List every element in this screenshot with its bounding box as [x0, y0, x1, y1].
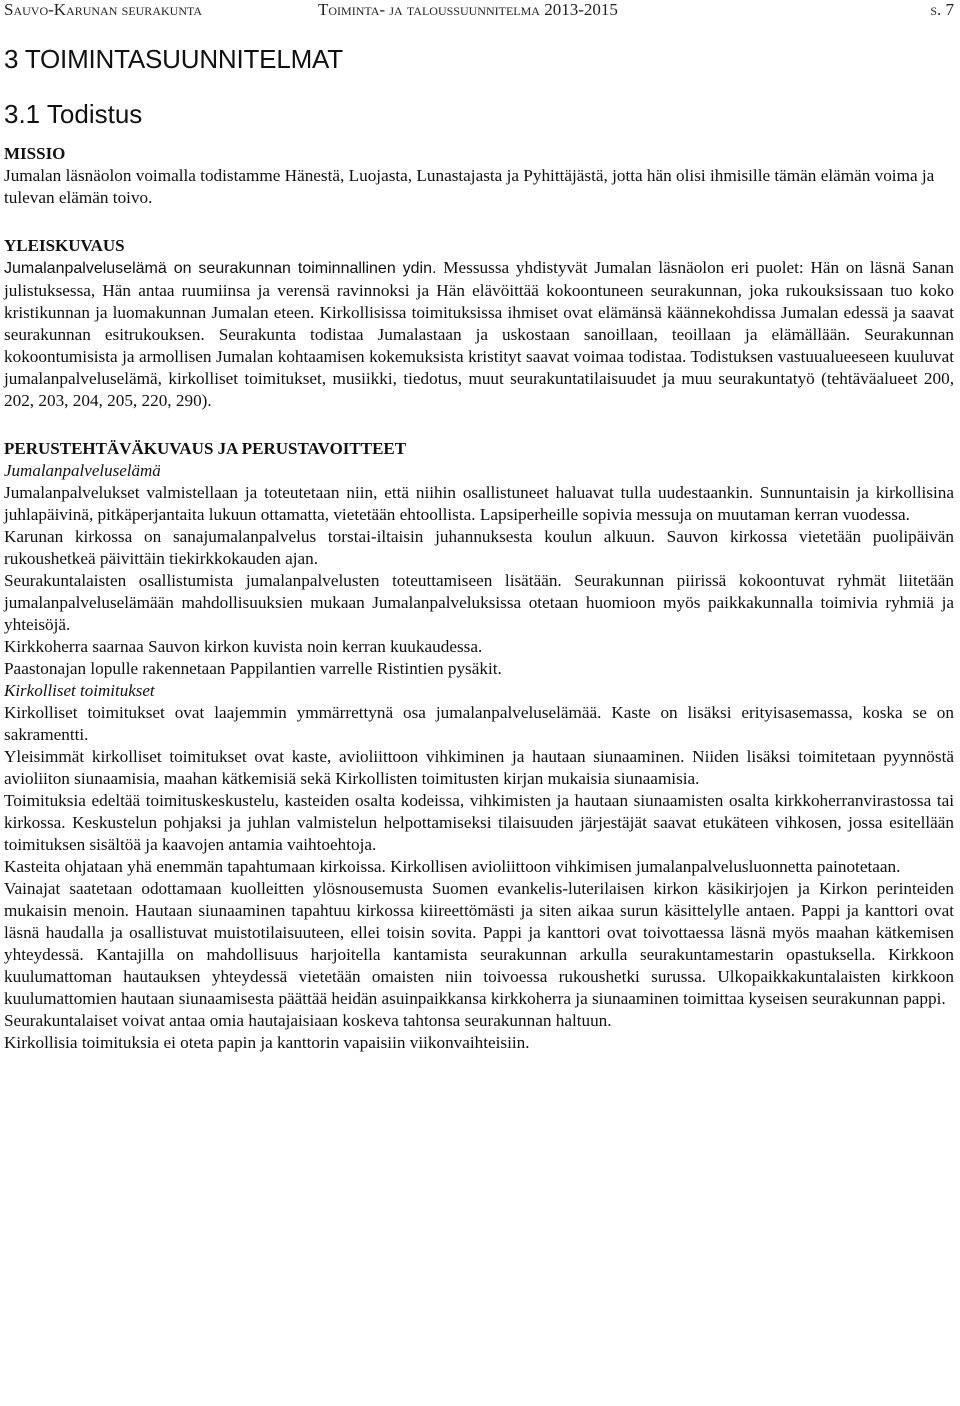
paragraph: Toimituksia edeltää toimituskeskustelu, kasteiden osalta kodeissa, vihkimisten ja hautaan siunaamisten osalta kirkkoherranvirastossa tai kirkossa. Keskustelun pohjaksi ja juhlan valmistelun helpottamiseksi tilaisuuden järjestäjät saavat etukäteen vihkosen, jossa esitellään toimituksen sisältöä ja kaavojen antamia vaihtoehtoja. [4, 791, 954, 854]
running-header [4, 0, 954, 28]
section-title: 3.1 Todistus [4, 99, 143, 129]
paragraph: Kirkollisia toimituksia ei oteta papin ja kanttorin vapaisiin viikonvaihteisiin. [4, 1033, 530, 1052]
paragraph: Karunan kirkossa on sanajumalanpalvelus torstai-iltaisin juhannuksesta koulun alkuun. Sauvon kirkossa vietetään puolipäivän rukoushetkeä päivittäin tiekirkkokauden ajan. [4, 527, 954, 568]
yleiskuvaus-paragraph [4, 257, 954, 412]
paragraph: Kirkkoherra saarnaa Sauvon kirkon kuvista noin kerran kuukaudessa. [4, 637, 483, 656]
missio-text: Jumalan läsnäolon voimalla todistamme Hänestä, Luojasta, Lunastajasta ja Pyhittäjästä, jotta hän olisi ihmisille tämän elämän voima ja tulevan elämän toivo. [4, 166, 935, 207]
header-document-title: Toiminta- ja taloussuunnitelma 2013-2015 [318, 0, 618, 19]
subheading-jumalanpalveluselama: Jumalanpalveluselämä [4, 461, 161, 480]
document-page [4, 0, 954, 1054]
yleiskuvaus-lead: Jumalanpalveluselämä on seurakunnan toiminnallinen ydin. [4, 260, 437, 277]
perustehtava-heading: PERUSTEHTÄVÄKUVAUS JA PERUSTAVOITTEET [4, 439, 407, 458]
header-page-number: s. 7 [930, 0, 954, 19]
yleiskuvaus-heading: YLEISKUVAUS [4, 236, 125, 255]
chapter-title: 3 TOIMINTASUUNNITELMAT [4, 44, 343, 74]
paragraph: Vainajat saatetaan odottamaan kuolleitten ylösnousemusta Suomen evankelis-luterilaisen kirkon käsikirjojen ja Kirkon perinteiden mukaisin menoin. Hautaan siunaaminen tapahtuu kirkossa kiireettömästi ja siten aikaa surun käsittelylle antaen. Pappi ja kanttori ovat läsnä haudalla ja osallistuvat muistotilaisuuteen, ellei toisin sovita. Pappi ja kanttori ovat toivottaessa läsnä myös maahan kätkemisen yhteydessä. Kantajilla on mahdollisuus harjoitella kantamista seurakunnan arkulla seurakuntamestarin opastuksella. Kirkkoon kuulumattoman hautauksen yhteydessä vietetään omaisten niin toivoessa rukoushetki surussa. Ulkopaikkakuntalaisten kirkkoon kuulumattomien hautaan siunaamisesta päättää heidän asuinpaikkansa kirkkoherra ja siunaaminen toimittaa kyseisen seurakunnan pappi. [4, 879, 954, 1008]
header-organization: Sauvo-Karunan seurakunta [4, 0, 203, 19]
paragraph: Kasteita ohjataan yhä enemmän tapahtumaan kirkoissa. Kirkollisen avioliittoon vihkimisen jumalanpalvelusluonnetta painotetaan. [4, 857, 901, 876]
paragraph: Kirkolliset toimitukset ovat laajemmin ymmärrettynä osa jumalanpalveluselämää. Kaste on lisäksi erityisasemassa, koska se on sakramentti. [4, 703, 954, 744]
missio-heading: MISSIO [4, 144, 66, 163]
paragraph: Paastonajan lopulle rakennetaan Pappilantien varrelle Ristintien pysäkit. [4, 659, 502, 678]
paragraph: Seurakuntalaiset voivat antaa omia hautajaisiaan koskeva tahtonsa seurakunnan haltuun. [4, 1011, 612, 1030]
yleiskuvaus-text: Messussa yhdistyvät Jumalan läsnäolon eri puolet: Hän on läsnä Sanan julistuksessa, Hän antaa ruumiinsa ja verensä ravinnoksi ja Hän elävöittää kokoontuneen seurakunnan, joka rukouksissaan tuo koko kristikunnan ja luomakunnan Jumalan eteen. Kirkollisissa toimituksissa ihmiset ovat elämänsä käännekohdissa Jumalan edessä ja saavat seurakunnan esitrukouksen. Seurakunta todistaa Jumalastaan ja uskostaan sanoillaan, teoillaan ja elämällään. Seurakunnan kokoontumisista ja armollisen Jumalan kohtaamisen kokemuksista kristityt saavat voimaa todistaa. Todistuksen vastuualueeseen kuuluvat jumalanpalveluselämä, kirkolliset toimitukset, musiikki, tiedotus, muut seurakuntatilaisuudet ja muu seurakuntatyö (tehtäväalueet 200, 202, 203, 204, 205, 220, 290). [4, 258, 955, 410]
paragraph: Yleisimmät kirkolliset toimitukset ovat kaste, avioliittoon vihkiminen ja hautaan siunaaminen. Niiden lisäksi toimitetaan pyynnöstä avioliiton siunaamisia, maahan kätkemisiä sekä Kirkollisten toimitusten kirjan mukaisia siunaamisia. [4, 747, 954, 788]
paragraph: Jumalanpalvelukset valmistellaan ja toteutetaan niin, että niihin osallistuneet haluavat tulla uudestaankin. Sunnuntaisin ja kirkollisina juhlapäivinä, pitkäperjantaita lukuun ottamatta, vietetään ehtoollista. Lapsiperheille sopivia messuja on muutaman kerran vuodessa. [4, 483, 954, 524]
subheading-kirkolliset-toimitukset: Kirkolliset toimitukset [4, 681, 155, 700]
paragraph: Seurakuntalaisten osallistumista jumalanpalvelusten toteuttamiseen lisätään. Seurakunnan piirissä kokoontuvat ryhmät liitetään jumalanpalveluselämään mahdollisuuksien mukaan Jumalanpalveluksissa otetaan huomioon myös paikkakunnalla toimivia ryhmiä ja yhteisöjä. [4, 571, 954, 634]
